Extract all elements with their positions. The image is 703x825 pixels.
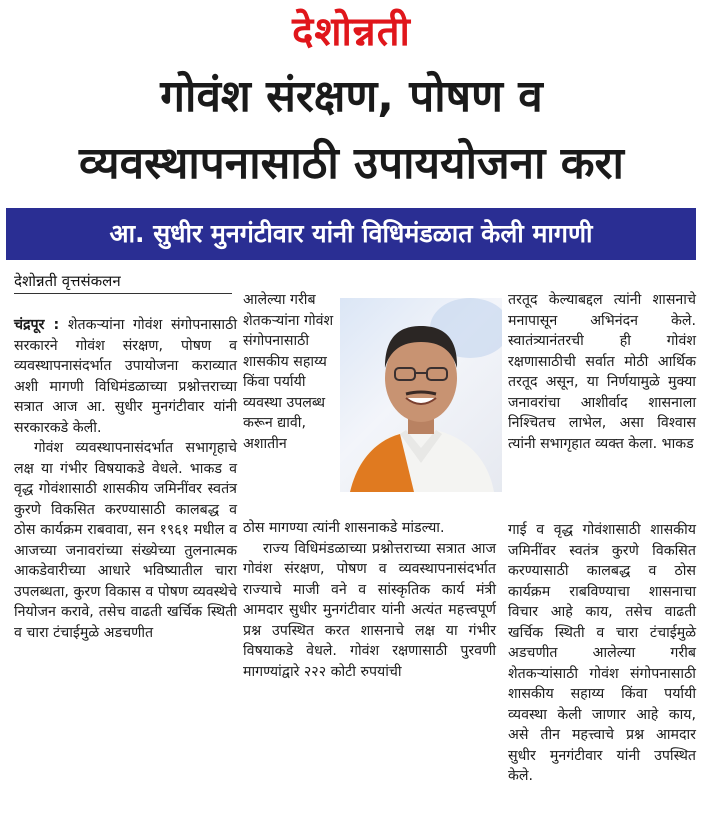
headline-line-1: गोवंश संरक्षण, पोषण व [160,71,543,122]
article-paragraph: शेतकऱ्यांना गोवंश संगोपनासाठी सरकारने गोवंश संरक्षण, पोषण व व्यवस्थापनासंदर्भात उपायोजना कराव्यात अशी मागणी विधिमंडळाच्या प्रश्नोत्तराच्या सत्रात आज आ. सुधीर मुनगंटीवार यांनी सरकारकडे केली. [14,317,237,436]
newspaper-masthead [0,6,703,58]
headline-line-2: व्यवस्थापनासाठी उपाययोजना करा [79,138,624,189]
portrait-illustration [340,298,502,492]
article-paragraph: राज्य विधिमंडळाच्या प्रश्नोत्तराच्या सत्रात आज गोवंश संरक्षण, पोषण व व्यवस्थापनासंदर्भात राज्याचे माजी वने व सांस्कृतिक कार्य मंत्री आमदार सुधीर मुनगंटीवार यांनी अत्यंत महत्त्वपूर्ण प्रश्न उपस्थित करत शासनाचे लक्ष या गंभीर विषयाकडे वेधले. गोवंश रक्षणासाठी पुरवणी मागण्यांद्वारे २२२ कोटी रुपयांची [243,540,496,680]
article-column-1 [14,315,237,643]
dateline-location: चंद्रपूर : [14,317,60,333]
article-column-2-narrow [243,290,335,454]
subheadline-banner: आ. सुधीर मुनगंटीवार यांनी विधिमंडळात केली मागणी [6,208,696,260]
article-paragraph: ठोस मागण्या त्यांनी शासनाकडे मांडल्या. [243,520,445,536]
article-column-2 [243,518,496,682]
article-column-3 [508,520,696,787]
article-paragraph: गोवंश व्यवस्थापनासंदर्भात सभागृहाचे लक्ष या गंभीर विषयाकडे वेधले. भाकड व वृद्ध गोवंशासाठी शासकीय जमिनींवर स्वतंत्र कुरणे विकसित करण्यासाठी कालबद्ध व ठोस कार्यक्रम राबवावा, सन १९६१ मधील व आजच्या जनावरांच्या संख्येच्या तुलनात्मक आकडेवारीच्या आधारे भविष्यातील चारा उपलब्धता, कुरण विकास व पोषण व्यवस्थेचे नियोजन करावे, तसेच वाढती खर्चिक स्थिती व चारा टंचाईमुळे अडचणीत [14,440,237,641]
article-column-3-top [508,290,696,454]
byline-underline [14,293,232,294]
masthead-logo-text: देशोन्नती [292,9,411,55]
politician-photo [340,298,502,492]
byline: देशोन्नती वृत्तसंकलन [14,272,121,290]
article-paragraph: गाई व वृद्ध गोवंशासाठी शासकीय जमिनींवर स्वतंत्र कुरणे विकसित करण्यासाठी कालबद्ध व ठोस कार्यक्रम राबविण्याचा शासनाचा विचार आहे काय, तसेच वाढती खर्चिक स्थिती व चारा टंचाईमुळे अडचणीत आलेल्या गरीब शेतकऱ्यांसाठी गोवंश संगोपनासाठी शासकीय सहाय्य किंवा पर्यायी व्यवस्था केली जाणार आहे काय, असे तीन महत्त्वाचे प्रश्न आमदार सुधीर मुनगंटीवार यांनी उपस्थित केले. [508,522,696,784]
article-paragraph: आलेल्या गरीब शेतकऱ्यांना गोवंश संगोपनासाठी शासकीय सहाय्य किंवा पर्यायी व्यवस्था उपलब्ध करून द्यावी, अशातीन [243,292,334,452]
article-paragraph: तरतूद केल्याबद्दल त्यांनी शासनाचे मनापासून अभिनंदन केले. स्वातंत्र्यानंतरची ही गोवंश रक्षणासाठीची सर्वात मोठी आर्थिक तरतूद असून, या निर्णयामुळे मुक्या जनावरांचा आशीर्वाद शासनाला निश्चितच लाभेल, असा विश्वास त्यांनी सभागृहात व्यक्त केला. भाकड [508,292,696,452]
